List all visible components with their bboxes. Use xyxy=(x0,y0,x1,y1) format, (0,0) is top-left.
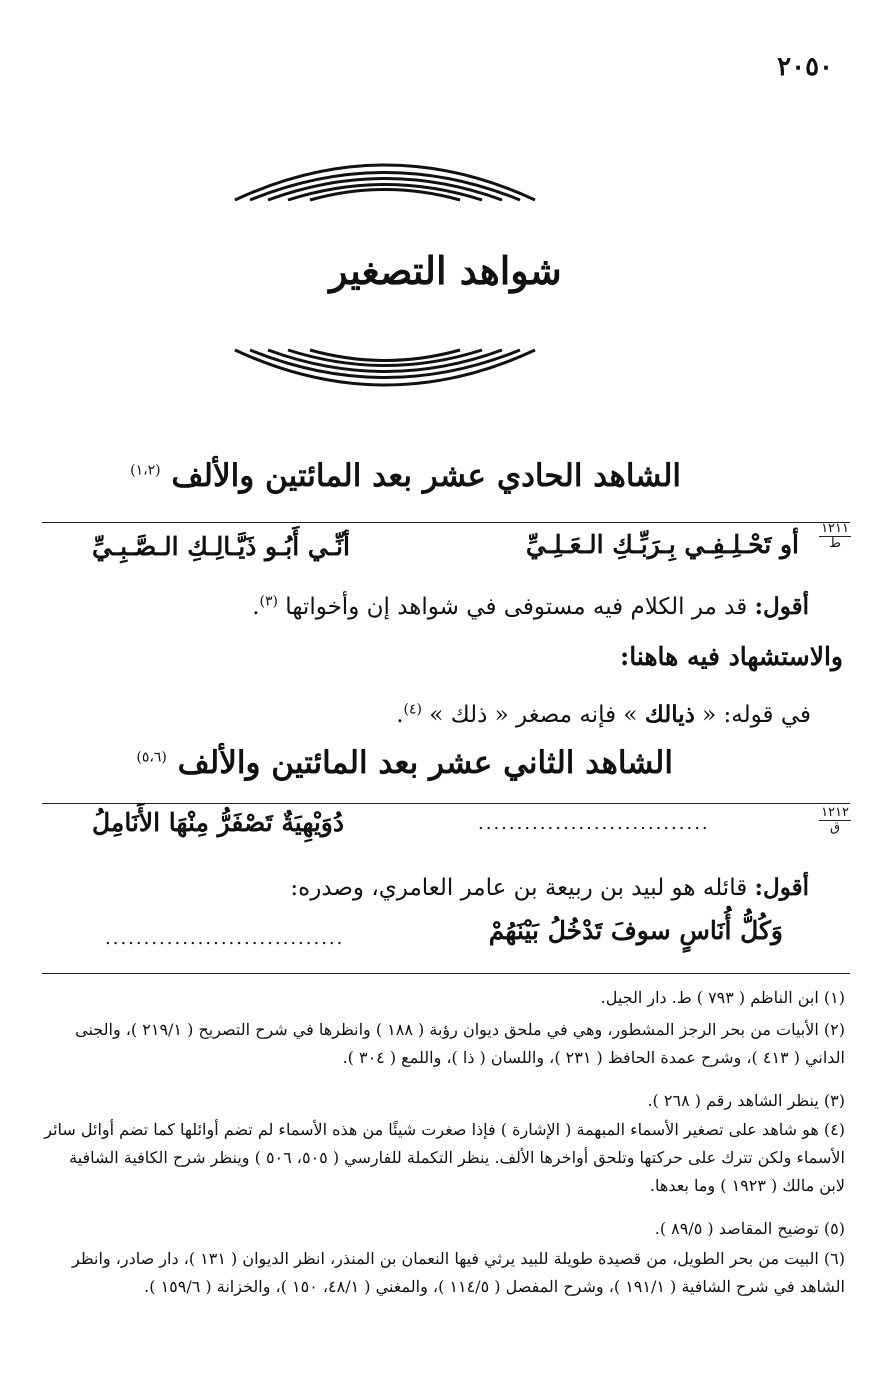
ornament-top-icon xyxy=(230,145,540,205)
verse-1-number-code: ط xyxy=(829,536,842,551)
commentary-4-text: قائله هو لبيد بن ربيعة بن عامر العامري، وصدره: xyxy=(290,875,755,901)
verse-2-rule xyxy=(42,803,850,804)
verse-1-number xyxy=(819,522,851,551)
commentary-1-text: قد مر الكلام فيه مستوفى في شواهد إن وأخواتها xyxy=(278,594,755,620)
ornament-bottom-icon xyxy=(230,345,540,405)
commentary-3-end: . xyxy=(396,702,404,728)
commentary-1-end: . xyxy=(252,594,260,620)
footnote-1: (١) ابن الناظم ( ٧٩٣ ) ط. دار الجيل. xyxy=(600,988,845,1007)
footnote-3: (٣) ينظر الشاهد رقم ( ٢٦٨ ). xyxy=(647,1091,845,1110)
chapter-title: شواهد التصغير xyxy=(329,248,562,293)
commentary-3-keyword: ذيالك xyxy=(644,701,695,728)
witness-1-footnote-ref: (١،٢) xyxy=(130,462,161,479)
commentary-paragraph-4 xyxy=(290,874,809,901)
verse-2-number-value: ١٢١٢ xyxy=(821,805,849,820)
commentary-paragraph-3 xyxy=(396,701,811,728)
witness-1-title xyxy=(130,458,681,494)
footnote-2: (٢) الأبيات من بحر الرجز المشطور، وهي في ملحق ديوان رؤبة ( ١٨٨ ) وانظرها في شرح التصريح ( ٢١٩/١ )، والجنى الداني ( ٤١٣ )، وشرح عمدة الحافظ ( ٢٣١ )، واللسان ( ذا )، واللمع ( ٣٠٤ ). xyxy=(75,1020,845,1067)
aqul-label: أقول: xyxy=(754,593,809,620)
commentary-3-text-a: في قوله: « xyxy=(694,702,811,728)
witness-1-title-text: الشاهد الحادي عشر بعد المائتين والألف xyxy=(171,458,681,494)
footnote-ref-3: (٣) xyxy=(259,593,278,610)
verse-2-omitted-hemistich: .............................. xyxy=(478,813,710,834)
quoted-hemistich-omission: ............................... xyxy=(105,928,345,949)
witness-2-title xyxy=(136,745,673,781)
verse-1-number-value: ١٢١١ xyxy=(821,521,849,536)
verse-1-first-hemistich: أو تَحْـلِـفِـي بِـرَبِّـكِ الـعَـلِـيِّ xyxy=(525,530,799,559)
page-number: ٢٠٥٠ xyxy=(777,52,833,82)
witness-2-footnote-ref: (٥،٦) xyxy=(136,749,167,766)
verse-1-second-hemistich: أنِّـي أَبُـو ذَيَّـالِـكِ الـصَّـبِـيِّ xyxy=(92,532,350,561)
footnote-ref-4: (٤) xyxy=(403,701,422,718)
witness-2-title-text: الشاهد الثاني عشر بعد المائتين والألف xyxy=(177,745,673,781)
footnote-4: (٤) هو شاهد على تصغير الأسماء المبهمة ( الإشارة ) فإذا صغرت شيئًا من هذه الأسماء لم تضم أوائلها كما تضم أوائل سائر الأسماء ولكن تترك على حركتها وتلحق أواخرها الألف. ينظر التكملة للفارسي ( ٥٠٥، ٥٠٦ ) وينظر شرح الكافية الشافية لابن مالك ( ١٩٢٣ ) وما بعدها. xyxy=(44,1120,845,1195)
commentary-paragraph-1 xyxy=(252,593,809,620)
quoted-hemistich: وَكُلُّ أُنَاسٍ سوفَ تَدْخُلُ بَيْنَهُمْ xyxy=(488,916,783,945)
footnote-6: (٦) البيت من بحر الطويل، من قصيدة طويلة للبيد يرثي فيها النعمان بن المنذر، انظر الديوان ( ١٣١ )، دار صادر، وانظر الشاهد في شرح الشافية ( ١٩١/١ )، وشرح المفصل ( ١١٤/٥ )، والمغني ( ٤٨/١، ١٥٠ )، والخزانة ( ١٥٩/٦ ). xyxy=(72,1249,845,1296)
verse-1-rule xyxy=(42,522,850,523)
verse-2-second-hemistich: دُوَيْهِيَةٌ تَصْفَرُّ مِنْهَا الأَنَامِلُ xyxy=(92,808,345,837)
verse-2-number xyxy=(819,806,851,835)
footnote-separator xyxy=(42,973,850,974)
verse-2-number-code: ق xyxy=(829,820,841,835)
aqul-label-2: أقول: xyxy=(754,874,809,901)
commentary-3-text-b: » فإنه مصغر « ذلك » xyxy=(422,702,645,728)
footnote-5: (٥) توضيح المقاصد ( ٨٩/٥ ). xyxy=(654,1219,845,1238)
citation-heading: والاستشهاد فيه هاهنا: xyxy=(619,642,843,671)
